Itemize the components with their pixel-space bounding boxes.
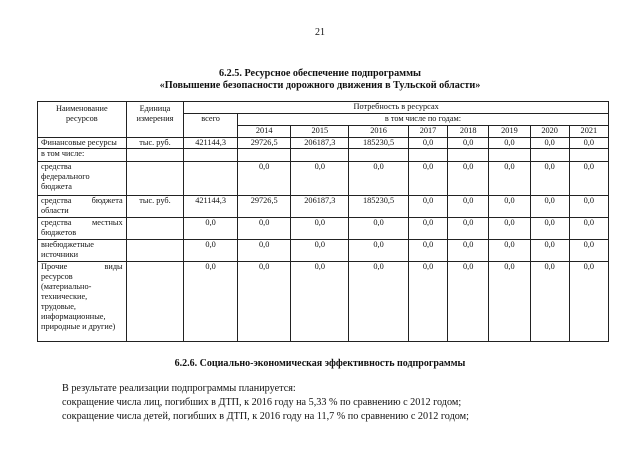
year-value-cell: 0,0 — [291, 240, 349, 262]
unit-cell — [126, 149, 184, 162]
resource-name-cell — [38, 138, 127, 149]
section-heading-2: 6.2.6. Социально-экономическая эффективность подпрограммы — [174, 358, 466, 369]
unit-cell: тыс. руб. — [126, 196, 184, 218]
year-value-cell — [349, 149, 409, 162]
year-value-cell: 0,0 — [349, 262, 409, 342]
resource-name-line: бюджетов — [41, 228, 77, 237]
resource-name-line: источники — [41, 250, 79, 259]
year-value-cell: 0,0 — [530, 218, 569, 240]
year-value-cell: 0,0 — [569, 262, 608, 342]
total-cell — [184, 149, 238, 162]
resource-name-line: в том числе: — [41, 149, 85, 158]
table-row — [38, 218, 609, 240]
resource-name-line: информационные, — [41, 312, 106, 321]
table-row — [38, 240, 609, 262]
year-value-cell: 0,0 — [530, 196, 569, 218]
year-value-cell: 0,0 — [408, 138, 447, 149]
year-value-cell: 0,0 — [489, 240, 530, 262]
year-value-cell — [530, 149, 569, 162]
year-value-cell: 0,0 — [448, 162, 489, 196]
year-value-cell: 0,0 — [569, 196, 608, 218]
section-title: 6.2.5. Ресурсное обеспечение подпрограммы — [218, 68, 421, 79]
year-value-cell: 0,0 — [530, 262, 569, 342]
year-value-cell: 0,0 — [448, 262, 489, 342]
year-value-cell: 0,0 — [489, 218, 530, 240]
resource-name-cell — [38, 149, 127, 162]
paragraph: В результате реализации подпрограммы планируется: — [62, 383, 296, 394]
unit-cell: тыс. руб. — [126, 138, 184, 149]
table-row — [38, 149, 609, 162]
header-resource-name: Наименование ресурсов — [38, 102, 127, 138]
resource-name-line: Прочие виды — [41, 262, 123, 271]
resource-name-line: средства местных — [41, 218, 123, 227]
unit-cell — [126, 240, 184, 262]
resource-name-line: федерального — [41, 172, 90, 181]
header-need: Потребность в ресурсах — [184, 102, 609, 114]
total-cell: 0,0 — [184, 262, 238, 342]
year-value-cell: 0,0 — [237, 162, 291, 196]
year-value-cell: 0,0 — [237, 240, 291, 262]
header-year: 2021 — [569, 126, 608, 138]
year-value-cell: 0,0 — [489, 138, 530, 149]
total-cell: 0,0 — [184, 218, 238, 240]
year-value-cell: 0,0 — [569, 138, 608, 149]
header-year: 2019 — [489, 126, 530, 138]
year-value-cell: 185230,5 — [349, 196, 409, 218]
header-unit: Единица измерения — [126, 102, 184, 138]
header-year: 2015 — [291, 126, 349, 138]
resource-name-line: области — [41, 206, 69, 215]
year-value-cell: 0,0 — [291, 162, 349, 196]
year-value-cell — [408, 149, 447, 162]
resource-name-line: трудовые, — [41, 302, 77, 311]
total-cell: 421144,3 — [184, 196, 238, 218]
year-value-cell: 0,0 — [530, 162, 569, 196]
header-year: 2017 — [408, 126, 447, 138]
resource-name-line: бюджета — [41, 182, 72, 191]
year-value-cell: 0,0 — [349, 240, 409, 262]
header-year: 2020 — [530, 126, 569, 138]
header-total: всего — [184, 114, 238, 138]
resource-name-cell — [38, 196, 127, 218]
year-value-cell: 0,0 — [569, 218, 608, 240]
year-value-cell — [569, 149, 608, 162]
resource-name-cell — [38, 262, 127, 342]
unit-cell — [126, 262, 184, 342]
resource-name-line: (материально- — [41, 282, 92, 291]
year-value-cell: 0,0 — [291, 262, 349, 342]
total-cell: 0,0 — [184, 240, 238, 262]
year-value-cell: 0,0 — [448, 218, 489, 240]
table-row — [38, 262, 609, 342]
year-value-cell: 0,0 — [569, 162, 608, 196]
unit-cell — [126, 218, 184, 240]
year-value-cell: 0,0 — [291, 218, 349, 240]
resource-name-line: средства бюджета — [41, 196, 123, 205]
resource-table — [37, 101, 609, 342]
year-value-cell: 0,0 — [408, 162, 447, 196]
year-value-cell: 185230,5 — [349, 138, 409, 149]
year-value-cell — [237, 149, 291, 162]
paragraph: сокращение числа лиц, погибших в ДТП, к 2016 году на 5,33 % по сравнению с 2012 годом; — [62, 397, 462, 408]
year-value-cell — [291, 149, 349, 162]
year-value-cell: 0,0 — [408, 240, 447, 262]
year-value-cell: 0,0 — [489, 162, 530, 196]
page-number: 21 — [315, 27, 325, 38]
year-value-cell: 206187,3 — [291, 138, 349, 149]
header-years-group: в том числе по годам: — [237, 114, 608, 126]
resource-name-line: Финансовые ресурсы — [41, 138, 117, 147]
year-value-cell: 0,0 — [349, 218, 409, 240]
resource-name-cell — [38, 240, 127, 262]
year-value-cell: 0,0 — [448, 196, 489, 218]
paragraph: сокращение числа детей, погибших в ДТП, к 2016 году на 11,7 % по сравнению с 2012 годом; — [62, 411, 469, 422]
year-value-cell: 0,0 — [489, 262, 530, 342]
year-value-cell: 0,0 — [569, 240, 608, 262]
resource-name-line: природные и другие) — [41, 322, 116, 331]
table-row — [38, 196, 609, 218]
year-value-cell: 29726,5 — [237, 196, 291, 218]
total-cell: 421144,3 — [184, 138, 238, 149]
year-value-cell: 0,0 — [448, 240, 489, 262]
header-year: 2016 — [349, 126, 409, 138]
unit-cell — [126, 162, 184, 196]
resource-name-cell — [38, 162, 127, 196]
resource-name-line: технические, — [41, 292, 88, 301]
year-value-cell — [489, 149, 530, 162]
header-year: 2014 — [237, 126, 291, 138]
subprogram-title: «Повышение безопасности дорожного движения в Тульской области» — [159, 80, 481, 91]
year-value-cell: 0,0 — [237, 218, 291, 240]
year-value-cell: 206187,3 — [291, 196, 349, 218]
table-row — [38, 138, 609, 149]
resource-name-cell — [38, 218, 127, 240]
year-value-cell: 0,0 — [408, 262, 447, 342]
year-value-cell: 29726,5 — [237, 138, 291, 149]
resource-name-line: средства — [41, 162, 72, 171]
resource-name-line: внебюджетные — [41, 240, 94, 249]
year-value-cell: 0,0 — [530, 240, 569, 262]
total-cell — [184, 162, 238, 196]
year-value-cell: 0,0 — [408, 218, 447, 240]
header-year: 2018 — [448, 126, 489, 138]
year-value-cell: 0,0 — [349, 162, 409, 196]
year-value-cell: 0,0 — [237, 262, 291, 342]
year-value-cell: 0,0 — [489, 196, 530, 218]
year-value-cell — [448, 149, 489, 162]
year-value-cell: 0,0 — [530, 138, 569, 149]
year-value-cell: 0,0 — [408, 196, 447, 218]
year-value-cell: 0,0 — [448, 138, 489, 149]
resource-name-line: ресурсов — [41, 272, 73, 281]
table-row — [38, 162, 609, 196]
